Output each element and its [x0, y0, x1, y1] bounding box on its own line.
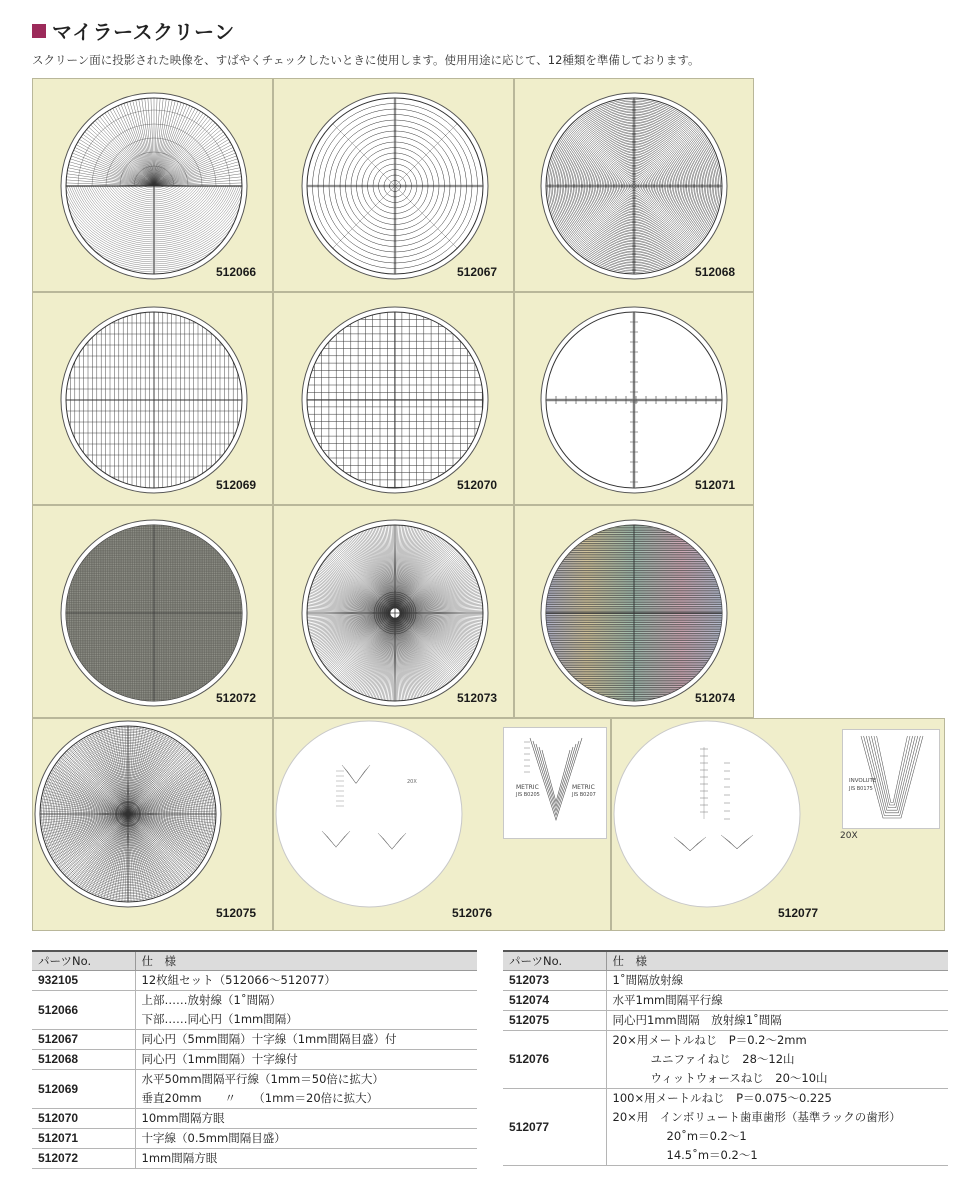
- table-row: [32, 1148, 477, 1168]
- part-number: 512073: [503, 970, 606, 990]
- screen-512071-image: [539, 305, 729, 495]
- inset-label-right: METRIC: [572, 784, 595, 791]
- spec-line: 水平50mm間隔平行線（1mm＝50倍に拡大）: [141, 1071, 384, 1086]
- spec-line: 同心円（1mm間隔）十字線付: [141, 1051, 298, 1066]
- spec-line: 1mm間隔方眼: [141, 1150, 218, 1165]
- part-number: 512069: [32, 1069, 135, 1108]
- inset-sub-right: JIS B0207: [572, 792, 596, 798]
- part-number: 512067: [32, 1029, 135, 1049]
- screen-512069-image: [59, 305, 249, 495]
- table-row: [32, 1108, 477, 1128]
- table-row: [32, 1069, 477, 1108]
- table-row: [32, 1049, 477, 1069]
- part-number: 512070: [32, 1108, 135, 1128]
- column-header-spec: 仕 様: [135, 951, 477, 970]
- screen-code: 512073: [457, 691, 498, 705]
- spec-line: 100×用メートルねじ P＝0.075〜0.225: [612, 1090, 832, 1105]
- svg-text:20X: 20X: [407, 779, 417, 785]
- page-title: マイラースクリーン: [52, 20, 235, 44]
- column-header-part-no: パーツNo.: [503, 951, 606, 970]
- spec-cell: [135, 1049, 477, 1069]
- spec-line: 十字線（0.5mm間隔目盛）: [141, 1130, 286, 1145]
- screen-code: 512075: [216, 906, 257, 920]
- screen-512066-image: [59, 91, 249, 281]
- spec-line: 垂直20mm 〃 （1mm＝20倍に拡大）: [141, 1090, 379, 1105]
- part-number: 512066: [32, 990, 135, 1029]
- screen-card-512073[interactable]: [273, 505, 514, 718]
- screen-code: 512071: [695, 478, 736, 492]
- screen-512067-image: [300, 91, 490, 281]
- screen-code: 512077: [778, 906, 819, 920]
- part-number: 512071: [32, 1128, 135, 1148]
- screen-card-512077[interactable]: [611, 718, 945, 931]
- table-header-row: [503, 951, 948, 970]
- spec-table-left: [32, 950, 477, 1169]
- part-number: 932105: [32, 970, 135, 990]
- screen-card-512066[interactable]: [32, 78, 273, 292]
- spec-line: ウィットウォースねじ 20〜10山: [650, 1070, 828, 1085]
- gear-profile-inset: [842, 729, 940, 829]
- spec-cell: [135, 970, 477, 990]
- screen-card-512072[interactable]: [32, 505, 273, 718]
- spec-line: 同心円1mm間隔 放射線1˚間隔: [612, 1012, 782, 1027]
- spec-line: 14.5˚m＝0.2〜1: [666, 1147, 758, 1162]
- spec-line: 下部……同心円（1mm間隔）: [141, 1011, 298, 1026]
- spec-cell: [135, 1069, 477, 1108]
- spec-line: 12枚組セット（512066〜512077）: [141, 972, 336, 987]
- inset-label: INVOLUTE: [849, 778, 877, 784]
- screen-card-512076[interactable]: [273, 718, 611, 931]
- screen-card-512070[interactable]: [273, 292, 514, 505]
- spec-cell: [606, 1010, 948, 1030]
- spec-cell: [135, 1128, 477, 1148]
- table-row: [32, 1128, 477, 1148]
- table-row: [503, 1030, 948, 1088]
- table-row: [503, 990, 948, 1010]
- page-description: スクリーン面に投影された映像を、すばやくチェックしたいときに使用します。使用用途に応じて、12種類を準備しております。: [32, 53, 700, 67]
- part-number: 512072: [32, 1148, 135, 1168]
- screen-card-512075[interactable]: [32, 718, 273, 931]
- screen-512074-image: [539, 518, 729, 708]
- part-number: 512077: [503, 1088, 606, 1165]
- spec-line: 20×用 インボリュート歯車歯形（基準ラックの歯形）: [612, 1109, 901, 1124]
- inset-sub-left: JIS B0205: [516, 792, 540, 798]
- spec-cell: [606, 1088, 948, 1165]
- screen-code: 512069: [216, 478, 257, 492]
- screen-code: 512068: [695, 265, 736, 279]
- table-row: [32, 990, 477, 1029]
- spec-line: 1˚間隔放射線: [612, 972, 684, 987]
- screen-code: 512066: [216, 265, 257, 279]
- screen-512076-image: [274, 719, 464, 909]
- table-row: [32, 970, 477, 990]
- screen-code: 512072: [216, 691, 257, 705]
- spec-cell: [135, 1029, 477, 1049]
- screen-code: 512076: [452, 906, 493, 920]
- spec-table-right: [503, 950, 948, 1166]
- inset-label-left: METRIC: [516, 784, 539, 791]
- table-row: [503, 970, 948, 990]
- spec-line: 20˚m＝0.2〜1: [666, 1128, 747, 1143]
- screen-code: 512070: [457, 478, 498, 492]
- part-number: 512068: [32, 1049, 135, 1069]
- table-header-row: [32, 951, 477, 970]
- thread-profile-inset: [503, 727, 607, 839]
- screen-code: 512074: [695, 691, 736, 705]
- screen-card-512067[interactable]: [273, 78, 514, 292]
- part-number: 512075: [503, 1010, 606, 1030]
- column-header-spec: 仕 様: [606, 951, 948, 970]
- spec-cell: [606, 990, 948, 1010]
- table-row: [503, 1088, 948, 1165]
- spec-cell: [606, 970, 948, 990]
- spec-cell: [135, 1148, 477, 1168]
- screen-card-512071[interactable]: [514, 292, 754, 505]
- spec-cell: [606, 1030, 948, 1088]
- section-title: [32, 16, 235, 45]
- screen-card-512074[interactable]: [514, 505, 754, 718]
- magnification-label: 20X: [840, 831, 858, 841]
- spec-line: ユニファイねじ 28〜12山: [650, 1051, 795, 1066]
- spec-line: 水平1mm間隔平行線: [612, 992, 723, 1007]
- screen-grid: [32, 78, 754, 718]
- screen-code: 512067: [457, 265, 498, 279]
- screen-512072-image: [59, 518, 249, 708]
- screen-512070-image: [300, 305, 490, 495]
- inset-sub: JIS B0175: [849, 786, 873, 792]
- part-number: 512074: [503, 990, 606, 1010]
- spec-line: 20×用メートルねじ P＝0.2〜2mm: [612, 1032, 807, 1047]
- spec-cell: [135, 1108, 477, 1128]
- screen-512073-image: [300, 518, 490, 708]
- screen-512077-image: [612, 719, 802, 909]
- spec-line: 10mm間隔方眼: [141, 1110, 225, 1125]
- spec-line: 同心円（5mm間隔）十字線（1mm間隔目盛）付: [141, 1031, 397, 1046]
- title-bullet-icon: [32, 24, 46, 38]
- screen-card-512068[interactable]: [514, 78, 754, 292]
- spec-cell: [135, 990, 477, 1029]
- screen-512075-image: [33, 719, 223, 909]
- screen-card-512069[interactable]: [32, 292, 273, 505]
- spec-line: 上部……放射線（1˚間隔）: [141, 992, 282, 1007]
- part-number: 512076: [503, 1030, 606, 1088]
- column-header-part-no: パーツNo.: [32, 951, 135, 970]
- table-row: [32, 1029, 477, 1049]
- screen-512068-image: [539, 91, 729, 281]
- table-row: [503, 1010, 948, 1030]
